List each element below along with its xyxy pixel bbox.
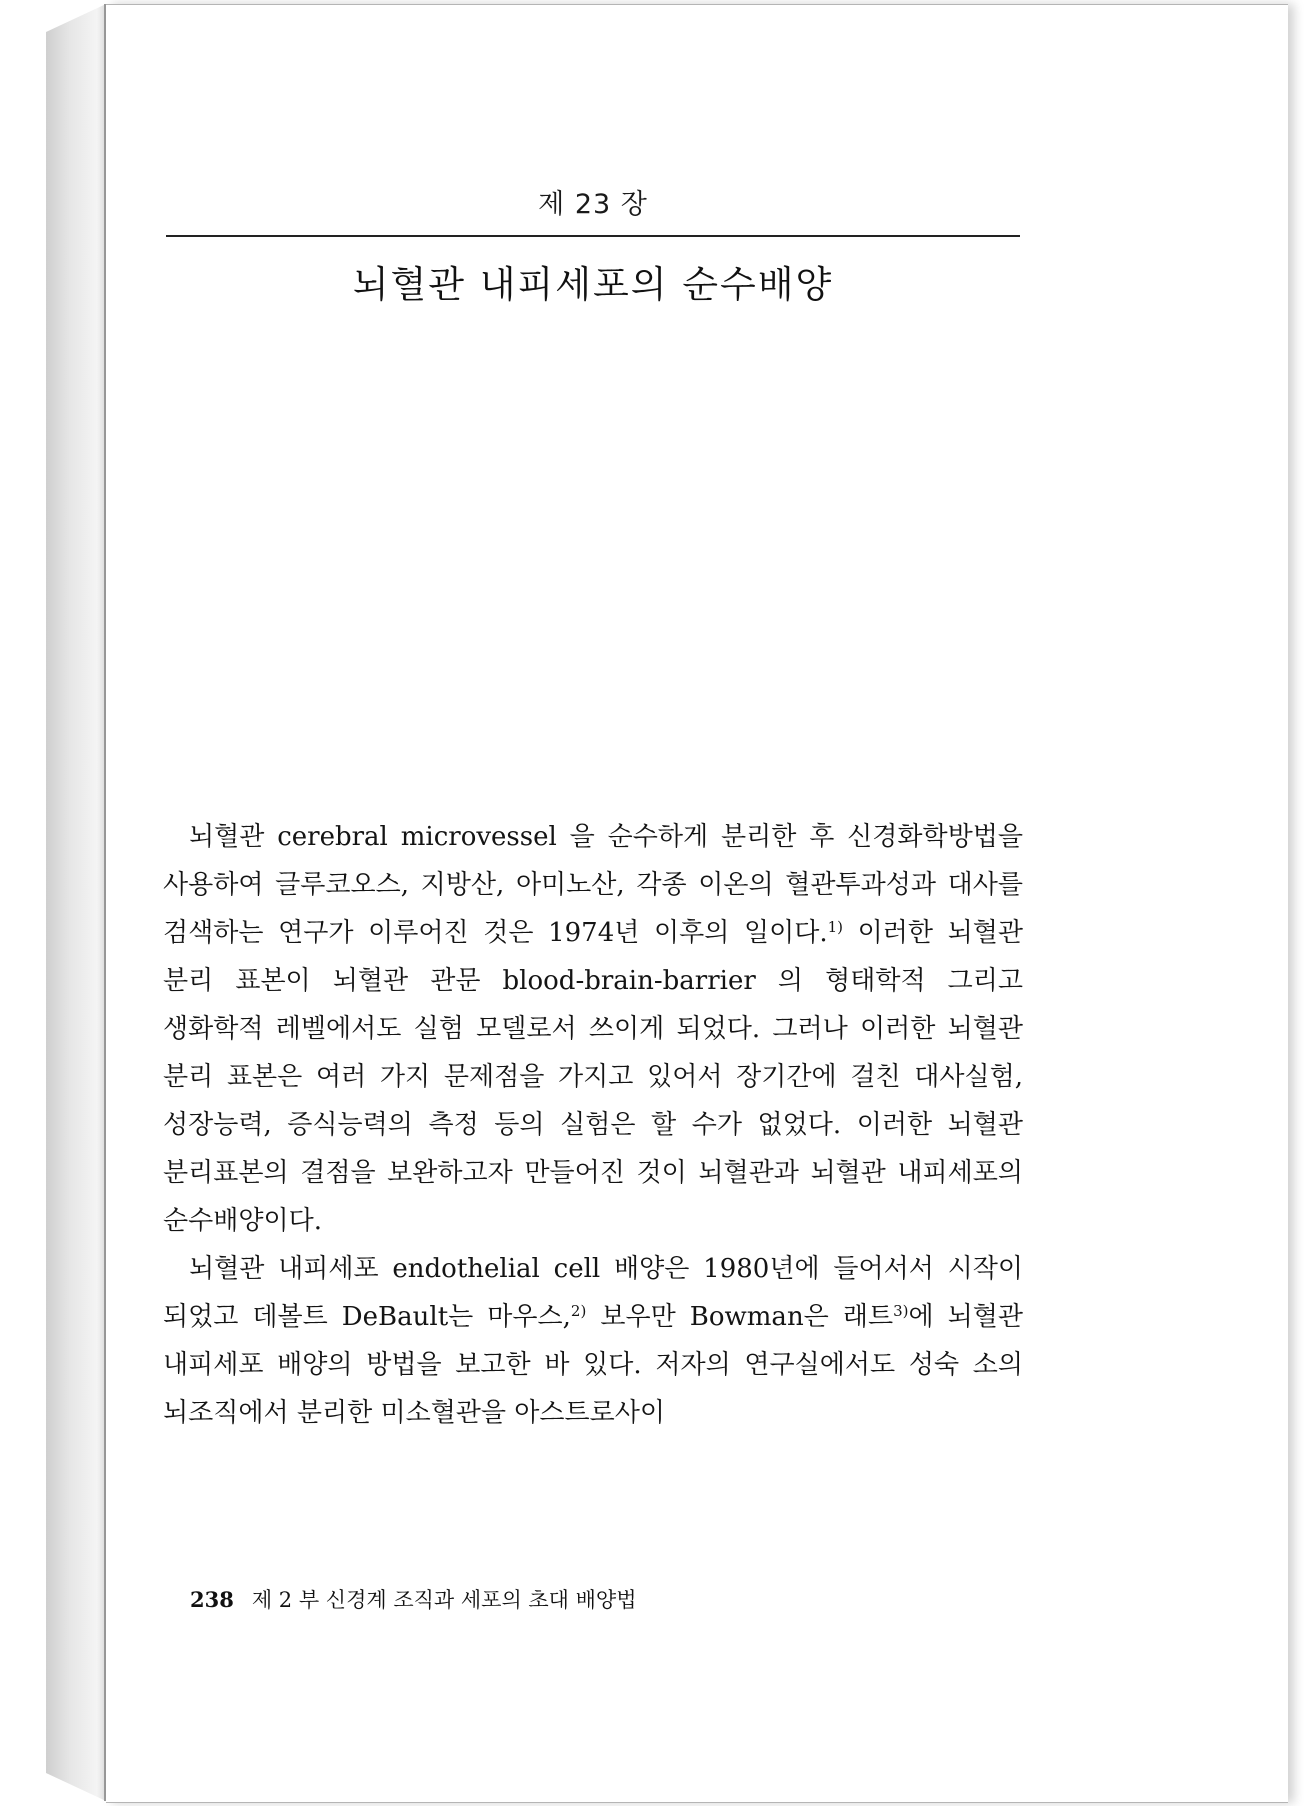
page-footer <box>190 1584 637 1614</box>
book-spine-edge <box>46 4 106 1801</box>
paragraph-1-text-a: 뇌혈관 cerebral microvessel 을 순수하게 분리한 후 신경화학방법을 사용하여 글루코오스, 지방산, 아미노산, 각종 이온의 혈관투과성과 대사를 검색하는 연구가 이루어진 것은 1974년 이후의 일이다. <box>163 822 1023 948</box>
chapter-title: 뇌혈관 내피세포의 순수배양 <box>352 263 834 306</box>
paragraph-2-text-a: 뇌혈관 내피세포 endothelial cell 배양은 1980년에 들어서서 시작이 되었고 데볼트 DeBault는 마우스, <box>163 1254 1023 1332</box>
paragraph-2-text-c: 에 뇌혈관 내피세포 배양의 방법을 보고한 바 있다. 저자의 연구실에서도 성숙 소의 뇌조직에서 분리한 미소혈관을 아스트로사이 <box>163 1302 1023 1428</box>
chapter-number: 제 23 장 <box>538 189 648 220</box>
footnote-ref-3: 3) <box>893 1302 909 1320</box>
body-text <box>163 813 1023 1437</box>
footnote-ref-2: 2) <box>570 1302 587 1320</box>
part-title: 제 2 부 신경계 조직과 세포의 초대 배양법 <box>251 1588 637 1612</box>
footnote-ref-1: 1) <box>827 918 844 936</box>
chapter-divider <box>166 235 1020 237</box>
page-number: 238 <box>190 1587 234 1612</box>
paragraph-2 <box>163 1245 1023 1437</box>
paragraph-1 <box>163 813 1023 1245</box>
paragraph-1-text-b: 이러한 뇌혈관 분리 표본이 뇌혈관 관문 blood-brain-barrier 의 형태학적 그리고 생화학적 레벨에서도 실험 모델로서 쓰이게 되었다. 그러나 이러한 뇌혈관 분리 표본은 여러 가지 문제점을 가지고 있어서 장기간에 걸친 대사실험, 성장능력, 증식능력의 측정 등의 실험은 할 수가 없었다. 이러한 뇌혈관 분리표본의 결점을 보완하고자 만들어진 것이 뇌혈관과 뇌혈관 내피세포의 순수배양이다. <box>163 918 1023 1236</box>
paragraph-2-text-b: 보우만 Bowman은 래트 <box>586 1302 894 1332</box>
